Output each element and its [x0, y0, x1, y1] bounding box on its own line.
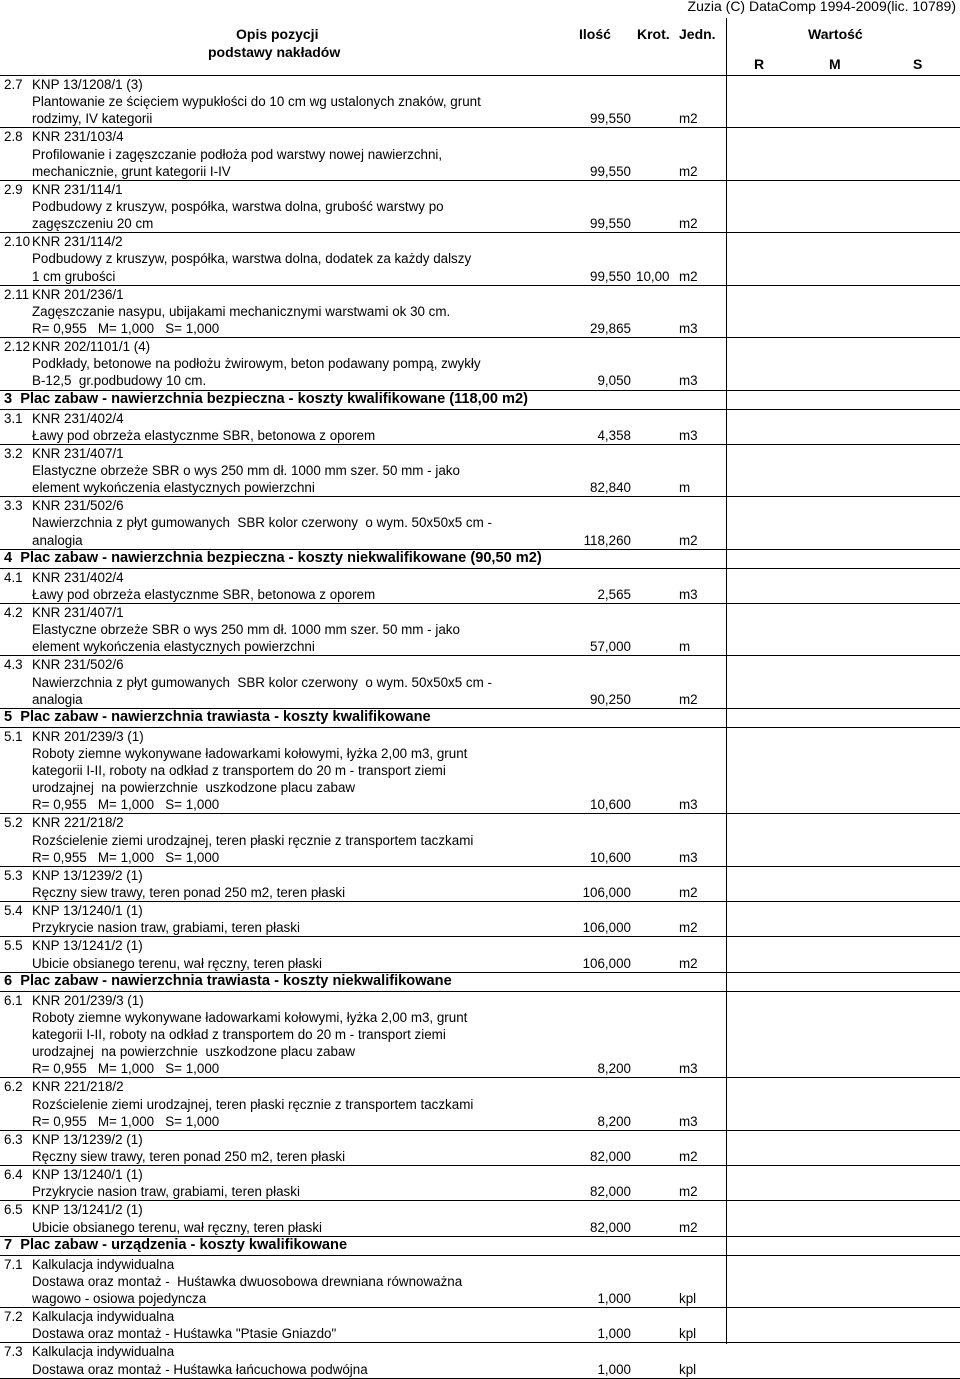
item-description: Ubicie obsianego terenu, wał ręczny, teren płaski [32, 1219, 323, 1235]
item-description: kategorii I-II, roboty na odkład z transportem do 20 m - transport ziemi [32, 763, 446, 779]
item-description: KNR 221/218/2 [32, 815, 124, 831]
table-row [0, 796, 960, 814]
item-unit: m3 [679, 427, 698, 443]
column-value: Wartość [808, 26, 863, 42]
table-row [0, 497, 960, 514]
item-quantity: 106,000 [582, 955, 631, 971]
item-description: Kalkulacja indywidualna [32, 1344, 175, 1360]
item-description: R= 0,955 M= 1,000 S= 1,000 [32, 797, 220, 813]
item-number: 5.5 [4, 938, 23, 954]
table-row [0, 1043, 960, 1060]
software-header: Zuzia (C) DataComp 1994-2009(lic. 10789) [687, 0, 956, 14]
item-description: urodzajnej na powierzchnie uszkodzone placu zabaw [32, 1044, 356, 1060]
item-number: 3.2 [4, 445, 23, 461]
table-row [0, 1273, 960, 1290]
table-row [0, 1060, 960, 1078]
item-description: R= 0,955 M= 1,000 S= 1,000 [32, 320, 220, 336]
table-row [0, 814, 960, 831]
item-description: Ławy pod obrzeża elastycznme SBR, betonowa z oporem [32, 427, 376, 443]
table-row [0, 745, 960, 762]
item-number: 7.1 [4, 1256, 23, 1272]
table-header [0, 18, 960, 76]
table-row [0, 215, 960, 233]
table-row [0, 163, 960, 181]
table-row [0, 1026, 960, 1043]
item-unit: m2 [679, 111, 698, 127]
item-quantity: 1,000 [597, 1326, 631, 1342]
column-factor: Krot. [637, 26, 670, 42]
item-unit: m3 [679, 1113, 698, 1129]
item-description: Przykrycie nasion traw, grabiami, teren płaski [32, 920, 300, 936]
item-number: 3.1 [4, 410, 23, 426]
item-description: Podbudowy z kruszyw, pospółka, warstwa dolna, dodatek za każdy dalszy [32, 251, 472, 267]
item-unit: m2 [679, 216, 698, 232]
item-quantity: 90,250 [590, 691, 631, 707]
item-description: KNP 13/1240/1 (1) [32, 1167, 143, 1183]
item-unit: m2 [679, 532, 698, 548]
item-unit: m2 [679, 268, 698, 284]
item-unit: m2 [679, 920, 698, 936]
table-row [0, 586, 960, 604]
item-factor: 10,00 [636, 268, 670, 284]
item-description: wagowo - osiowa pojedyncza [32, 1291, 207, 1306]
column-unit: Jedn. [679, 26, 716, 42]
item-number: 6.3 [4, 1131, 23, 1147]
item-number: 2.11 [4, 286, 30, 302]
table-row [0, 621, 960, 638]
item-description: Rozścielenie ziemi urodzajnej, teren płaski ręcznie z transportem taczkami [32, 832, 474, 848]
section-row [0, 709, 960, 728]
item-description: KNR 231/407/1 [32, 445, 124, 461]
item-description: KNR 201/236/1 [32, 286, 124, 302]
table-row [0, 268, 960, 286]
table-row [0, 902, 960, 919]
table-row [0, 674, 960, 691]
table-row [0, 1219, 960, 1237]
section-title: 6 Plac zabaw - nawierzchnia trawiasta - koszty niekwalifikowane [4, 972, 452, 989]
item-description: R= 0,955 M= 1,000 S= 1,000 [32, 849, 220, 865]
item-number: 3.3 [4, 498, 23, 514]
item-quantity: 106,000 [582, 885, 631, 901]
item-description: Ręczny siew trawy, teren ponad 250 m2, teren płaski [32, 1149, 346, 1165]
item-description: KNR 231/402/4 [32, 569, 124, 585]
item-description: Ręczny siew trawy, teren ponad 250 m2, teren płaski [32, 885, 346, 901]
item-quantity: 8,200 [597, 1113, 631, 1129]
item-description: KNR 231/407/1 [32, 604, 124, 620]
item-description: KNR 221/218/2 [32, 1079, 124, 1095]
item-quantity: 82,000 [590, 1219, 631, 1235]
section-row [0, 391, 960, 410]
item-description: kategorii I-II, roboty na odkład z transportem do 20 m - transport ziemi [32, 1027, 446, 1043]
item-description: Ławy pod obrzeża elastycznme SBR, betonowa z oporem [32, 586, 376, 602]
item-description: Roboty ziemne wykonywane ładowarkami kołowymi, łyżka 2,00 m3, grunt [32, 745, 468, 761]
table-row [0, 427, 960, 445]
item-number: 4.1 [4, 569, 23, 585]
item-description: Kalkulacja indywidualna [32, 1256, 175, 1272]
item-description: rodzimy, IV kategorii [32, 111, 153, 127]
item-unit: m3 [679, 1061, 698, 1077]
item-description: mechanicznie, grunt kategorii I-IV [32, 163, 231, 179]
item-description: KNR 231/114/2 [32, 234, 123, 250]
item-number: 4.3 [4, 657, 23, 673]
table-row [0, 1325, 960, 1343]
item-number: 4.2 [4, 604, 23, 620]
table-row [0, 1361, 960, 1379]
item-number: 6.4 [4, 1167, 23, 1183]
item-description: Zagęszczanie nasypu, ubijakami mechanicznymi warstwami ok 30 cm. [32, 303, 451, 319]
item-number: 2.9 [4, 181, 23, 197]
table-row [0, 728, 960, 745]
item-description: Plantowanie ze ścięciem wypukłości do 10 cm wg ustalonych znaków, grunt [32, 94, 481, 110]
table-row [0, 479, 960, 497]
item-unit: m3 [679, 797, 698, 813]
table-row [0, 1290, 960, 1308]
item-description: KNP 13/1240/1 (1) [32, 903, 143, 919]
section-row [0, 973, 960, 992]
table-row [0, 569, 960, 586]
item-description: Elastyczne obrzeże SBR o wys 250 mm dł. 1000 mm szer. 50 mm - jako [32, 622, 460, 638]
item-quantity: 99,550 [590, 268, 631, 284]
item-quantity: 1,000 [597, 1291, 631, 1306]
item-unit: m2 [679, 1219, 698, 1235]
item-description: Przykrycie nasion traw, grabiami, teren płaski [32, 1184, 300, 1200]
table-row [0, 355, 960, 372]
table-row [0, 604, 960, 621]
item-unit: m [679, 639, 691, 655]
section-title: 5 Plac zabaw - nawierzchnia trawiasta - koszty kwalifikowane [4, 708, 431, 725]
item-description: Podbudowy z kruszyw, pospółka, warstwa dolna, grubość warstwy po [32, 198, 444, 214]
item-quantity: 82,840 [590, 480, 631, 496]
item-quantity: 106,000 [582, 920, 631, 936]
table-row [0, 1148, 960, 1166]
table-row [0, 233, 960, 250]
table-row [0, 1131, 960, 1148]
table-row [0, 656, 960, 673]
item-description: KNR 201/239/3 (1) [32, 728, 144, 744]
item-description: KNR 231/114/1 [32, 181, 123, 197]
item-unit: m2 [679, 1184, 698, 1200]
item-description: Nawierzchnia z płyt gumowanych SBR kolor czerwony o wym. 50x50x5 cm - [32, 674, 492, 690]
table-row [0, 1201, 960, 1218]
section-title: 3 Plac zabaw - nawierzchnia bezpieczna - koszty kwalifikowane (118,00 m2) [4, 390, 528, 407]
item-number: 5.1 [4, 728, 23, 744]
item-unit: m2 [679, 691, 698, 707]
section-title: 7 Plac zabaw - urządzenia - koszty kwalifikowane [4, 1236, 348, 1253]
column-quantity: Ilość [579, 26, 611, 42]
table-row [0, 110, 960, 128]
item-description: Roboty ziemne wykonywane ładowarkami kołowymi, łyżka 2,00 m3, grunt [32, 1009, 468, 1025]
column-m: M [829, 56, 841, 72]
table-row [0, 937, 960, 954]
table-row [0, 462, 960, 479]
item-number: 6.1 [4, 992, 23, 1008]
item-description: urodzajnej na powierzchnie uszkodzone placu zabaw [32, 780, 356, 796]
table-row [0, 76, 960, 93]
item-number: 5.3 [4, 867, 23, 883]
item-quantity: 118,260 [583, 532, 631, 548]
table-row [0, 762, 960, 779]
table-row [0, 181, 960, 198]
item-quantity: 1,000 [597, 1361, 631, 1377]
item-number: 6.5 [4, 1202, 23, 1218]
item-number: 6.2 [4, 1079, 23, 1095]
item-description: KNP 13/1241/2 (1) [32, 938, 143, 954]
item-description: element wykończenia elastycznych powierzchni [32, 639, 315, 655]
item-quantity: 99,550 [590, 111, 631, 127]
table-row [0, 338, 960, 355]
table-row [0, 250, 960, 267]
item-number: 7.3 [4, 1344, 23, 1360]
item-description: KNR 231/402/4 [32, 410, 124, 426]
item-description: R= 0,955 M= 1,000 S= 1,000 [32, 1113, 220, 1129]
table-row [0, 1256, 960, 1273]
table-row [0, 1078, 960, 1095]
table-row [0, 320, 960, 338]
item-quantity: 57,000 [590, 639, 631, 655]
table-row [0, 1113, 960, 1131]
item-unit: kpl [679, 1291, 697, 1306]
item-unit: m [679, 480, 691, 496]
item-quantity: 10,600 [590, 849, 631, 865]
table-row [0, 691, 960, 709]
table-row [0, 445, 960, 462]
column-r: R [754, 56, 765, 72]
item-description: KNP 13/1208/1 (3) [32, 77, 143, 92]
table-row [0, 919, 960, 937]
table-row [0, 286, 960, 303]
item-quantity: 82,000 [590, 1184, 631, 1200]
item-description: Nawierzchnia z płyt gumowanych SBR kolor czerwony o wym. 50x50x5 cm - [32, 515, 492, 531]
item-unit: m2 [679, 885, 698, 901]
item-unit: m3 [679, 849, 698, 865]
column-description-line1: Opis pozycji [236, 26, 319, 42]
item-description: KNR 201/239/3 (1) [32, 992, 144, 1008]
item-description: KNR 231/502/6 [32, 498, 124, 514]
item-quantity: 8,200 [597, 1061, 631, 1077]
table-row [0, 93, 960, 110]
item-unit: m3 [679, 586, 698, 602]
item-unit: m3 [679, 320, 698, 336]
table-row [0, 867, 960, 884]
section-row [0, 550, 960, 569]
item-number: 2.12 [4, 339, 31, 355]
table-row [0, 779, 960, 796]
item-description: zagęszczeniu 20 cm [32, 216, 154, 232]
table-row [0, 146, 960, 163]
item-description: element wykończenia elastycznych powierzchni [32, 480, 315, 496]
item-quantity: 10,600 [590, 797, 631, 813]
item-description: Dostawa oraz montaż - Huśtawka łańcuchowa podwójna [32, 1361, 368, 1377]
item-quantity: 9,050 [597, 373, 631, 389]
item-description: Kalkulacja indywidualna [32, 1309, 175, 1325]
item-description: Rozścielenie ziemi urodzajnej, teren płaski ręcznie z transportem taczkami [32, 1096, 474, 1112]
item-description: Podkłady, betonowe na podłożu żwirowym, beton podawany pompą, zwykły [32, 356, 481, 372]
item-description: R= 0,955 M= 1,000 S= 1,000 [32, 1061, 220, 1077]
item-number: 2.8 [4, 129, 23, 145]
item-description: analogia [32, 532, 83, 548]
table-row [0, 198, 960, 215]
item-description: Dostawa oraz montaż - Huśtawka "Ptasie Gniazdo" [32, 1326, 337, 1342]
table-row [0, 1166, 960, 1183]
item-description: Profilowanie i zagęszczanie podłoża pod warstwy nowej nawierzchni, [32, 146, 443, 162]
table-row [0, 955, 960, 973]
table-row [0, 410, 960, 427]
table-row [0, 849, 960, 867]
table-row [0, 992, 960, 1009]
item-quantity: 2,565 [597, 586, 631, 602]
table-row [0, 532, 960, 550]
item-description: 1 cm grubości [32, 268, 116, 284]
section-row [0, 1237, 960, 1256]
item-description: analogia [32, 691, 83, 707]
section-title: 4 Plac zabaw - nawierzchnia bezpieczna - koszty niekwalifikowane (90,50 m2) [4, 549, 542, 566]
item-description: KNR 202/1101/1 (4) [32, 339, 151, 355]
table-row [0, 638, 960, 656]
item-quantity: 99,550 [590, 163, 631, 179]
item-description: KNR 231/502/6 [32, 657, 124, 673]
column-description-line2: podstawy nakładów [208, 44, 341, 60]
item-number: 5.4 [4, 903, 23, 919]
item-description: B-12,5 gr.podbudowy 10 cm. [32, 373, 207, 389]
table-row [0, 128, 960, 145]
column-s: S [913, 56, 923, 72]
table-row [0, 884, 960, 902]
item-quantity: 82,000 [590, 1149, 631, 1165]
item-number: 2.10 [4, 234, 31, 250]
table-row [0, 1308, 960, 1325]
table-row [0, 1009, 960, 1026]
item-unit: m2 [679, 955, 698, 971]
item-quantity: 99,550 [590, 216, 631, 232]
item-unit: m3 [679, 373, 698, 389]
item-description: Dostawa oraz montaż - Huśtawka dwuosobowa drewniana równoważna [32, 1273, 463, 1289]
item-description: Elastyczne obrzeże SBR o wys 250 mm dł. 1000 mm szer. 50 mm - jako [32, 462, 460, 478]
item-description: KNP 13/1239/2 (1) [32, 867, 143, 883]
item-description: KNP 13/1239/2 (1) [32, 1131, 143, 1147]
table-row [0, 1183, 960, 1201]
table-row [0, 832, 960, 849]
item-unit: m2 [679, 163, 698, 179]
table-row [0, 372, 960, 390]
item-number: 5.2 [4, 815, 23, 831]
item-description: KNP 13/1241/2 (1) [32, 1202, 143, 1218]
table-row [0, 303, 960, 320]
item-unit: kpl [679, 1361, 697, 1377]
table-row [0, 1096, 960, 1113]
table-row [0, 514, 960, 531]
item-quantity: 4,358 [597, 427, 631, 443]
item-description: Ubicie obsianego terenu, wał ręczny, teren płaski [32, 955, 323, 971]
item-number: 2.7 [4, 77, 23, 92]
item-unit: m2 [679, 1149, 698, 1165]
item-unit: kpl [679, 1326, 697, 1342]
table-body [0, 76, 960, 1379]
item-number: 7.2 [4, 1309, 23, 1325]
item-description: KNR 231/103/4 [32, 129, 124, 145]
item-quantity: 29,865 [590, 320, 631, 336]
table-row [0, 1343, 960, 1360]
